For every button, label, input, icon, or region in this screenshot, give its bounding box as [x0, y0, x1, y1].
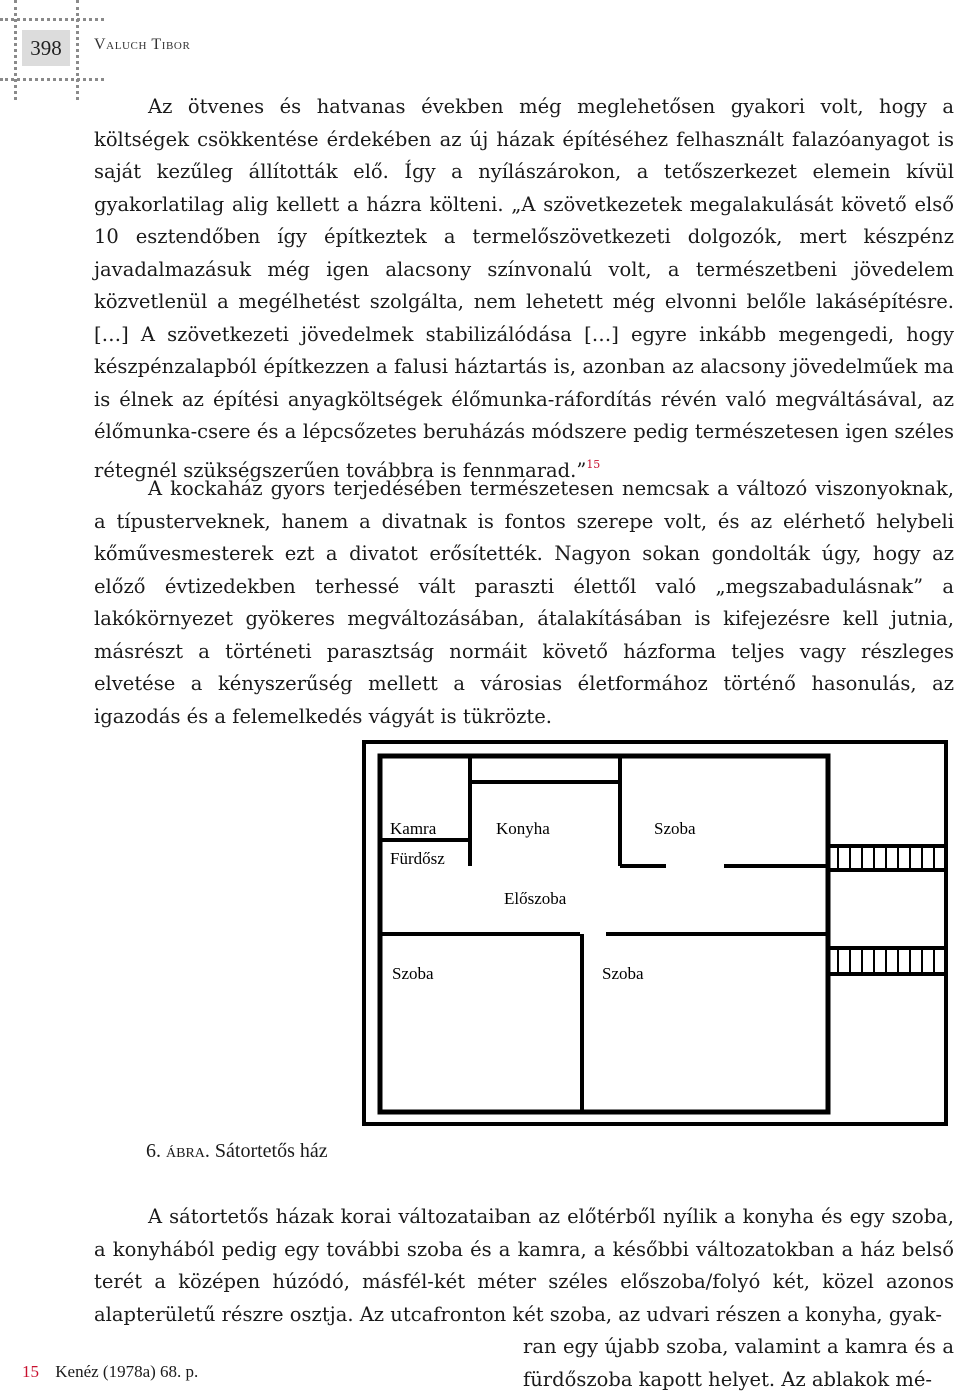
room-label-szoba-top: Szoba: [654, 819, 696, 838]
room-label-eloszoba: Előszoba: [504, 889, 567, 908]
figure-caption-text: Sátortetős ház: [214, 1140, 328, 1162]
running-head: Valuch Tibor: [94, 36, 191, 53]
footnote: [22, 1362, 198, 1382]
paragraph-1-text: Az ötvenes és hatvanas években még meglehetősen gyakori volt, hogy a költségek csökkentése érdekében az új házak építéséhez felhasznált falazóanyagot is saját kezűleg állították elő. Így a nyílászárokon, a tetőszerkezet elemein kívül gyakorlatilag alig kellett a házra költeni. „A szövetkezetek megalakulását követő első 10 esztendőben így építkeztek a termelőszövetkezeti dolgozók, mert készpénz javadalmazásuk még igen alacsony színvonalú volt, a természetbeni jövedelem közvetlenül a megélhetést szolgálta, nem lehetett még elvonni belőle lakásépítésre. […] A szövetkezeti jövedelmek stabilizálódása […] egyre inkább megengedi, hogy készpénzalapból építkezzen a falusi háztartás is, azonban az alacsony jövedelműek ma is élnek az építési anyagköltségek élőmunka-ráfordítás révén való megváltásával, az élőmunka-csere és a lépcsőzetes beruházás módszere pedig természetesen igen széles rétegnél szükségszerűen továbbra is fennmarad.”: [94, 95, 954, 482]
room-label-konyha: Konyha: [496, 819, 550, 838]
room-label-szoba-bottom-right: Szoba: [602, 964, 644, 983]
footnote-text: Kenéz (1978a) 68. p.: [55, 1362, 199, 1381]
floor-plan-drawing: [360, 738, 950, 1128]
page-header: [0, 0, 960, 100]
room-label-kamra: Kamra: [390, 819, 437, 838]
figure-caption-label: 6. ábra.: [146, 1140, 210, 1162]
paragraph-1: [94, 91, 954, 487]
header-rule-right: [76, 0, 79, 100]
floor-plan-figure: [360, 738, 950, 1128]
page-number: 398: [22, 30, 70, 66]
footnote-reference[interactable]: 15: [586, 457, 601, 471]
figure-caption: [146, 1140, 328, 1163]
room-label-furdo: Fürdősz: [390, 849, 445, 868]
footnote-number: 15: [22, 1362, 39, 1381]
paragraph-3-continuation: ran egy újabb szoba, valamint a kamra és a fürdőszoba kapott helyet. Az ablakok mé-: [523, 1335, 954, 1391]
paragraph-2: A kockaház gyors terjedésében természetesen nemcsak a változó viszonyoknak, a típusterveknek, hanem a divatnak is fontos szerepe volt, és az elérhető helybeli kőművesmesterek ezt a divatot erősítették. Nagyon sokan gondolták úgy, hogy az előző évtizedekben terhessé vált paraszti élettől való „megszabadulásnak” a lakókörnyezet gyökeres megváltozásában, átalakításában is kifejezésre kell jutnia, másrészt a történeti parasztság normáit követő házforma teljes vagy részleges elvetése a kényszerűség mellett a városias életformához történő hasonulás, az igazodás és a felemelkedés vágyát is tükrözte.: [94, 477, 954, 728]
room-label-szoba-bottom-left: Szoba: [392, 964, 434, 983]
header-rule-left: [14, 0, 17, 100]
paragraph-3: A sátortetős házak korai változataiban az előtérből nyílik a konyha és egy szoba, a konyhából pedig egy további szoba és a kamra, a későbbi változatokban a ház belső terét a középen húzódó, másfél-két méter széles előszoba/folyó két, közel azonos alapterületű részre osztja. Az utcafronton két szoba, az udvari részen a konyha, gyak-: [94, 1205, 954, 1326]
